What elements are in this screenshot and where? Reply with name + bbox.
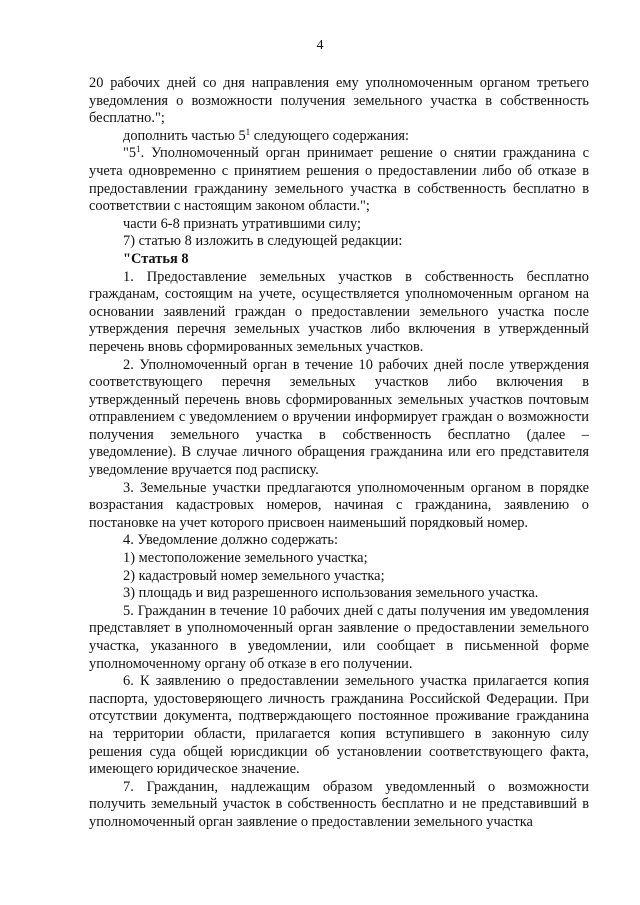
paragraph-add-part-5 bbox=[89, 128, 589, 146]
article-8-clause-1: 1. Предоставление земельных участков в собственность бесплатно гражданам, состоящим на учете, осуществляется уполномоченным органом на основании заявлений граждан о предоставлении земельного участка после утверждения перечня земельных участков либо включения в утвержденный перечень вновь сформированных земельных участков. bbox=[89, 268, 589, 355]
article-8-clause-6: 6. К заявлению о предоставлении земельного участка прилагается копия паспорта, удостоверяющего личность гражданина Российской Федерации. При отсутствии документа, подтверждающего постоянное проживание гражданина на территории области, прилагается копия вступившего в законную силу решения суда общей юрисдикции об установлении соответствующего факта, имеющего юридическое значение. bbox=[89, 673, 589, 778]
superscript-1: 1 bbox=[136, 144, 141, 155]
clause-4-item-3: 3) площадь и вид разрешенного использования земельного участка. bbox=[123, 585, 539, 602]
article-8-heading: "Статья 8 bbox=[123, 250, 189, 267]
paragraph-repeal-parts: части 6-8 признать утратившими силу; bbox=[123, 215, 361, 232]
article-8-clause-7: 7. Гражданин, надлежащим образом уведомленный о возможности получить земельный участок в собственность бесплатно и не представивший в уполномоченный орган заявление о предоставлении земельного участка bbox=[89, 778, 589, 830]
paragraph-add-part-5-lead: дополнить частью 5 bbox=[123, 127, 246, 144]
paragraph-add-part-5-tail: следующего содержания: bbox=[250, 127, 410, 144]
paragraph-part-5-lead: "5 bbox=[123, 145, 137, 162]
paragraph-continuation: 20 рабочих дней со дня направления ему уполномоченным органом третьего уведомления о возможности получения земельного участка в собственность бесплатно."; bbox=[89, 75, 589, 127]
paragraph-part-5-text bbox=[89, 145, 589, 215]
page-number: 4 bbox=[316, 38, 324, 53]
paragraph-part-5-tail: . Уполномоченный орган принимает решение о снятии гражданина с учета одновременно с принятием решения о предоставлении либо об отказе в предоставлении гражданину земельного участка в собственность бесплатно в соответствии с настоящим законом области."; bbox=[89, 145, 589, 215]
clause-4-item-2: 2) кадастровый номер земельного участка; bbox=[123, 567, 385, 584]
document-body bbox=[89, 75, 589, 832]
article-8-clause-5: 5. Гражданин в течение 10 рабочих дней с даты получения им уведомления представляет в уполномоченный орган заявление о предоставлении земельного участка, указанного в уведомлении, или сообщает в письменной форме уполномоченному органу об отказе в его получении. bbox=[89, 602, 589, 672]
clause-4-item-1: 1) местоположение земельного участка; bbox=[123, 550, 368, 567]
superscript-1: 1 bbox=[245, 126, 251, 137]
article-8-clause-4: 4. Уведомление должно содержать: bbox=[123, 532, 338, 549]
article-8-clause-2: 2. Уполномоченный орган в течение 10 рабочих дней после утверждения соответствующего перечня земельных участков либо включения в утвержденный перечень вновь сформированных земельных участков почтовым отправлением с уведомлением о вручении информирует граждан о возможности получения земельного участка в собственность бесплатно (далее – уведомление). В случае личного обращения гражданина или его представителя уведомление вручается под расписку. bbox=[89, 356, 589, 479]
paragraph-article-8-intro: 7) статью 8 изложить в следующей редакции: bbox=[123, 233, 403, 250]
article-8-clause-3: 3. Земельные участки предлагаются уполномоченным органом в порядке возрастания кадастровых номеров, начиная с гражданина, заявлению о постановке на учет которого присвоен наименьший порядковый номер. bbox=[89, 479, 589, 531]
